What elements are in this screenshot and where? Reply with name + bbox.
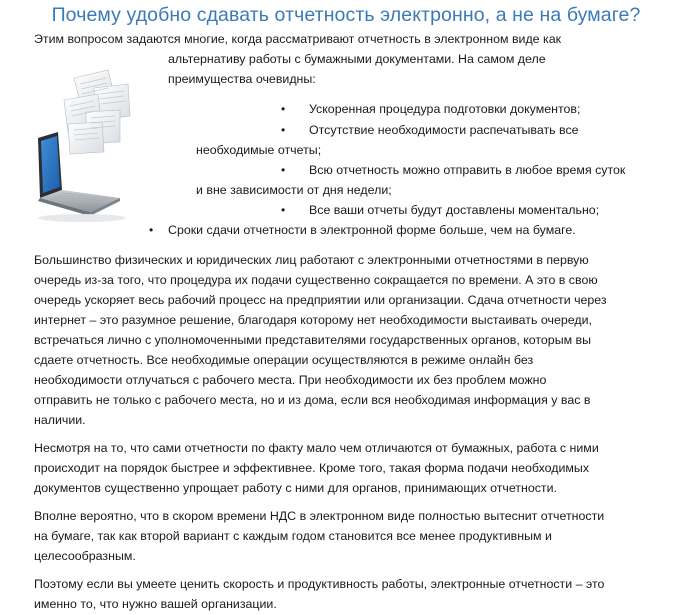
laptop-documents-illustration <box>24 66 164 226</box>
paragraph-1-line: интернет – это разумное решение, благодаря которому нет необходимости выстаивать очереди, <box>34 313 592 327</box>
bullet-marker: • <box>281 102 286 116</box>
paragraph-1-line: встречаться лично с уполномоченными представителями государственных органов, которым вы <box>34 333 592 347</box>
paragraph-1-line: сдаете отчетность. Все необходимые операции осуществляются в режиме онлайн без <box>34 353 534 367</box>
bullet-item-2-line-1: Отсутствие необходимости распечатывать все <box>309 123 579 137</box>
bullet-marker: • <box>281 123 286 137</box>
paragraph-4-line: Поэтому если вы умеете ценить скорость и продуктивность работы, электронные отчетности – это <box>34 577 605 591</box>
laptop-documents-icon <box>24 66 164 226</box>
paragraph-2-line: Несмотря на то, что сами отчетности по факту мало чем отличаются от бумажных, работа с ними <box>34 441 599 455</box>
paragraph-2-line: документов существенно упрощает работу с ними для органов, принимающих отчетности. <box>34 481 557 495</box>
bullet-marker: • <box>149 223 154 237</box>
paragraph-1-line: наличии. <box>34 413 86 427</box>
paragraph-1-line: очередь из-за того, что процедура их подачи существенно сокращается по времени. А это в свою <box>34 273 598 287</box>
intro-line-3: преимущества очевидны: <box>168 72 316 86</box>
bullet-item-1: Ускоренная процедура подготовки документов; <box>309 102 581 116</box>
paragraph-1-line: отправить не только с рабочего места, но и из дома, если вся необходимая информация у вас в <box>34 393 591 407</box>
bullet-item-4: Все ваши отчеты будут доставлены моментально; <box>309 203 600 217</box>
bullet-item-3-line-1: Всю отчетность можно отправить в любое время суток <box>309 163 626 177</box>
intro-line-1: Этим вопросом задаются многие, когда рассматривают отчетность в электронном виде как <box>34 32 562 46</box>
bullet-item-5: Сроки сдачи отчетности в электронной форме больше, чем на бумаге. <box>168 223 576 237</box>
bullet-item-2-line-2: необходимые отчеты; <box>196 143 322 157</box>
paragraph-3-line: на бумаге, так как второй вариант с каждым годом становится все менее продуктивным и <box>34 529 552 543</box>
paragraph-2-line: происходит на порядок быстрее и эффективнее. Кроме того, такая форма подачи необходимых <box>34 461 590 475</box>
page-title: Почему удобно сдавать отчетность электронно, а не на бумаге? <box>51 4 641 26</box>
paragraph-3-line: Вполне вероятно, что в скором времени НДС в электронном виде полностью вытеснит отчетности <box>34 509 605 523</box>
paragraph-1-line: необходимости отлучаться с рабочего места. При необходимости их без проблем можно <box>34 373 547 387</box>
bullet-marker: • <box>281 203 286 217</box>
bullet-item-3-line-2: и вне зависимости от дня недели; <box>196 183 392 197</box>
bullet-marker: • <box>281 163 286 177</box>
paragraph-1-line: очередь ускоряет весь рабочий процесс на предприятии или организации. Сдача отчетности через <box>34 293 607 307</box>
paragraph-4-line: именно то, что нужно вашей организации. <box>34 597 277 611</box>
paragraph-1-line: Большинство физических и юридических лиц работают с электронными отчетностями в первую <box>34 253 589 267</box>
intro-line-2: альтернативу работы с бумажными документами. На самом деле <box>168 52 546 66</box>
paragraph-3-line: целесообразным. <box>34 549 136 563</box>
